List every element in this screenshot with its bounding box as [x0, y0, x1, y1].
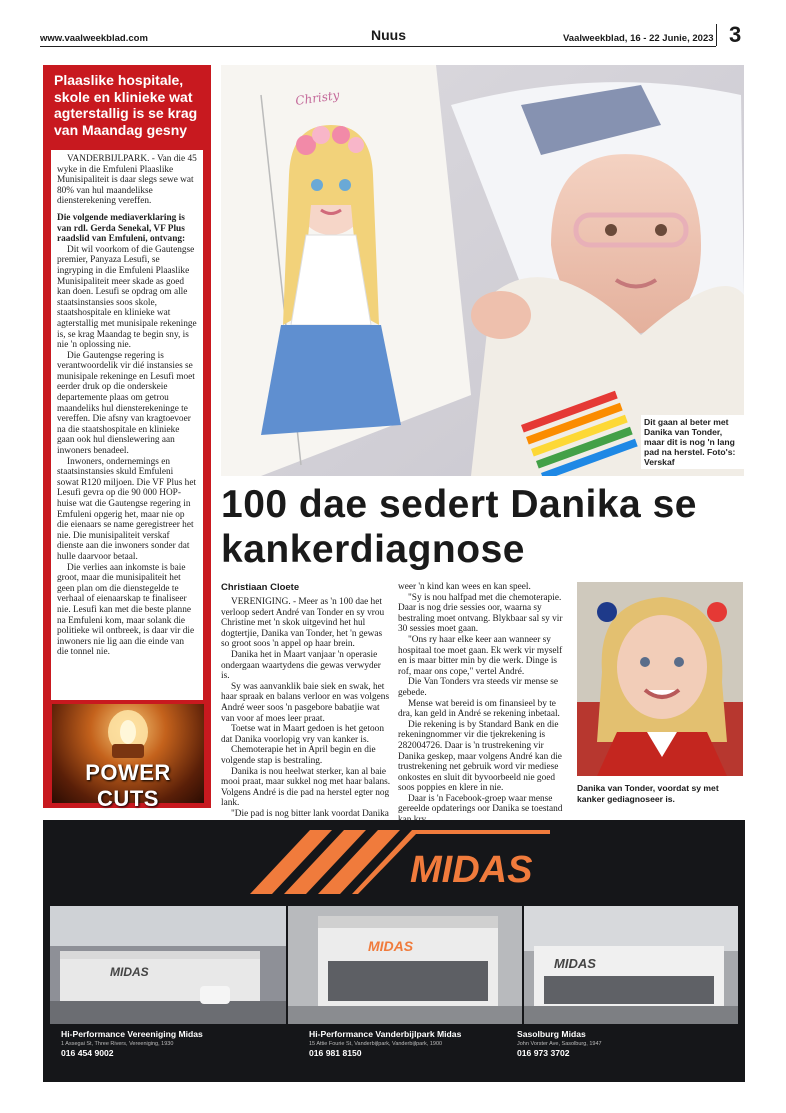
sidebar-paragraph: Die Gautengse regering is verantwoordelik vir dié instansies se munisipale rekeninge en Lesufi moet eerder druk op die onderskeie departemente plaas om getrou maandeliks hul diensterekeninge te vereffen. Die afsny van kragtoevoer na die staatshospitale en klinieke gaan ook hul dienslewering aan inwoners benadeel. [57, 350, 195, 457]
article-column-1 [221, 597, 391, 819]
photo-caption: Dit gaan al beter met Danika van Tonder, maar dit is nog 'n lang pad na herstel. Foto's: Verskaf [641, 415, 745, 469]
article-paragraph: "Die pad is nog bitter lank voordat Danika [231, 808, 389, 819]
drawing-signature: Christy [294, 87, 341, 108]
header-divider [716, 24, 717, 46]
sidebar-paragraph: Inwoners, ondernemings en staatsinstansies skuld Emfuleni sowat R120 miljoen. Die VF Plus het Lesufi gevra op die 90 000 HOP-huise wat die Gautengse regering in Emfuleni opgerig het, maar nie op die eienaars se name geregistreer het nie. Die munisipaliteit verskaf dienste aan die inwoners sonder dat hulle daarvoor betaal. [57, 456, 197, 562]
danika-school-photo [577, 582, 743, 776]
store-phone[interactable]: 016 981 8150 [309, 1048, 362, 1058]
midas-logo [250, 828, 550, 900]
section-title: Nuus [371, 27, 406, 43]
sidebar-paragraph: VANDERBIJLPARK. - Van die 45 wyke in die Emfuleni Plaaslike Munisipaliteit is daar slegs sewe wat 80% van hul maandelikse diensterekening vereffen. [57, 154, 197, 207]
article-paragraph: Danika is nou heelwat sterker, kan al baie mooi praat, maar sukkel nog met haar balans. Volgens André is die pad na herstel egter nog lank. [221, 766, 391, 809]
store-photo-vanderbijlpark [288, 906, 522, 1024]
sidebar-headline: Plaaslike hospitale, skole en klinieke wat agterstallig is se krag van Maandag gesny [54, 72, 198, 138]
article-paragraph: "Sy is nou halfpad met die chemoterapie. Daar is nog drie sessies oor, waarna sy bestraling moet ontvang. Blykbaar sal sy vir 30 sessies moet gaan. [398, 592, 563, 635]
store-address: John Vorster Ave, Sasolburg, 1947 [517, 1041, 602, 1047]
sidebar-article [51, 150, 203, 700]
store-photo-vereeniging [50, 906, 286, 1024]
article-paragraph: Toetse wat in Maart gedoen is het getoon dat Danika voorlopig vry van kanker is. [221, 724, 384, 745]
article-paragraph: "Ons ry haar elke keer aan wanneer sy hospitaal toe moet gaan. Ek werk vir myself en is maar bitter min by die werk. Dinge is rof, maar ons cope," vertel André. [398, 634, 563, 677]
store-name: Hi-Performance Vereeniging Midas [61, 1029, 203, 1039]
article-column-2 [398, 582, 568, 826]
store-address: 1 Assegai St, Three Rivers, Vereeniging, 1930 [61, 1041, 174, 1047]
store-phone[interactable]: 016 973 3702 [517, 1048, 570, 1058]
article-paragraph: VERENIGING. - Meer as 'n 100 dae het verloop sedert André van Tonder en sy vrou Christine met 'n skok uitgevind het hul dogtertjie, Danika van Tonder, het 'n gewas so groot soos 'n appel op haar brein. [221, 597, 385, 650]
sidebar-paragraph: Die verlies aan inkomste is baie groot, maar die munisipaliteit het geen plan om die dienstegelde te verhaal of eienaarskap te finaliseer nie. Lesufi kan met die beste planne na Emfuleni kom, maar solank die politieke wil ontbreek, is daar vir die inwoners nie lig aan die einde van die tonnel nie. [57, 562, 195, 658]
store-sign: MIDAS [110, 965, 149, 979]
article-paragraph: Chemoterapie het in April begin en die volgende stap is bestraling. [221, 745, 376, 766]
header-rule [40, 46, 716, 47]
article-paragraph: Daar is 'n Facebook-groep waar mense gereelde opdaterings oor Danika se toestand [398, 793, 563, 815]
article-paragraph: Mense wat bereid is om finansieel by te dra, kan geld in André se rekening inbetaal. [398, 698, 560, 720]
article-byline: Christiaan Cloete [221, 582, 300, 593]
store-sign: MIDAS [368, 938, 414, 954]
store-address: 15 Attie Fourie St, Vanderbijlpark, Vanderbijlpark, 1900 [309, 1041, 443, 1047]
photo-caption-2: Danika van Tonder, voordat sy met kanker gediagnoseer is. [577, 783, 719, 804]
store-name: Hi-Performance Vanderbijlpark Midas [309, 1029, 462, 1039]
article-paragraph: Die rekening is by Standard Bank en die rekeningnommer vir die tjekrekening is 282004726. Daar is 'n trustrekening vir Danika geskep, maar volgens André kan die trustrekening net gebruik word vir mediese onkostes en sluit dit byvoorbeeld nie goed soos poppies en klere in nie. [398, 719, 562, 794]
article-paragraph: Danika het in Maart vanjaar 'n operasie ondergaan waartydens die gewas verwyder is. [221, 649, 381, 682]
article-paragraph: Die Van Tonders vra steeds vir mense se gebede. [398, 677, 559, 698]
article-headline: 100 dae sedert Danika se kankerdiagnose [221, 483, 697, 571]
page-number: 3 [729, 22, 742, 47]
store-phone[interactable]: 016 454 9002 [61, 1048, 114, 1058]
issue-date: Vaalweekblad, 16 - 22 Junie, 2023 [563, 33, 714, 44]
article-paragraph: Sy was aanvanklik baie siek en swak, het haar spraak en balans verloor en was volgens André weer soos 'n pasgebore babatjie wat van voor af moes leer praat. [221, 681, 390, 724]
midas-brand-text: MIDAS [410, 849, 533, 891]
store-photo-sasolburg [524, 906, 738, 1024]
store-name: Sasolburg Midas [517, 1029, 586, 1039]
store-sign: MIDAS [554, 956, 596, 971]
article-paragraph: weer 'n kind kan wees en kan speel. [398, 582, 531, 592]
sidebar-paragraph: Dit wil voorkom of die Gautengse premier, Panyaza Lesufi, se ingryping in die Emfuleni Plaaslike Munisipaliteit meer skade as goed kan doen. Lesufi se opdrag om alle staatsinstansies soos skole, staatshospitale en klinieke wat agterstallig met munisipale rekeninge is, se krag Maandag te begin sny, is nie 'n oplossing nie. [57, 244, 197, 351]
website-url: www.vaalweekblad.com [40, 33, 148, 44]
power-cuts-ad-text: POWER CUTS [85, 760, 171, 811]
sidebar-intro: Die volgende mediaverklaring is van rdl. Gerda Senekal, VF Plus raadslid van Emfuleni, ontvang: [57, 212, 186, 245]
